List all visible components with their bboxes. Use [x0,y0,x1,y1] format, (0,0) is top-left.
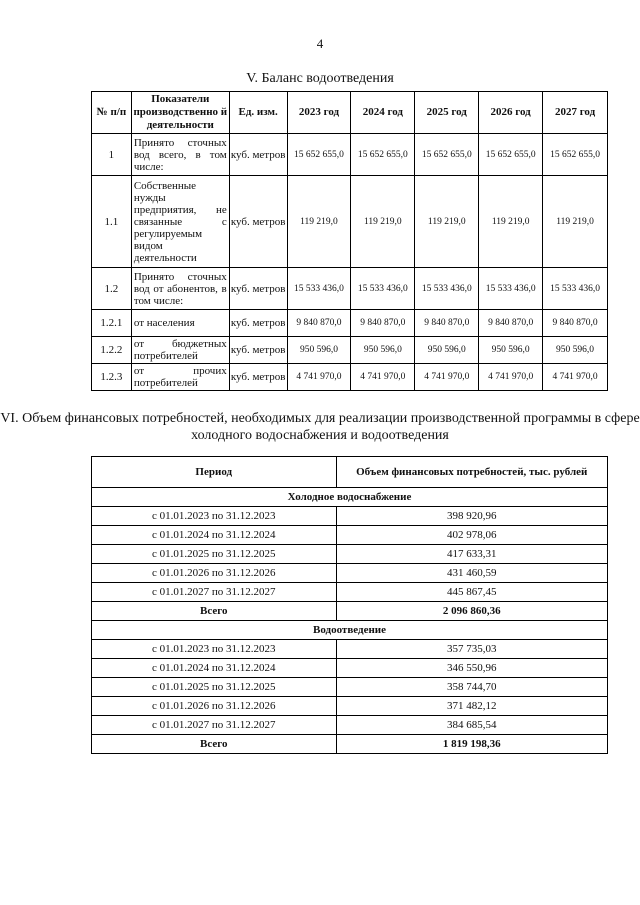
row-label: Принято сточных вод от абонентов, в том числе: [131,268,229,310]
row-number: 1.2.3 [92,364,132,391]
table-row [92,176,608,268]
total-label: Всего [92,602,337,621]
header-cell: Показатели производственно й деятельности [131,92,229,134]
value-cell: 15 652 655,0 [479,134,543,176]
period-cell: с 01.01.2023 по 31.12.2023 [92,640,337,659]
table-row [92,678,608,697]
value-cell: 15 652 655,0 [543,134,608,176]
value-cell: 950 596,0 [479,337,543,364]
row-unit: куб. метров [229,364,287,391]
row-number: 1.2 [92,268,132,310]
row-label: от прочих потребителей [131,364,229,391]
value-cell: 15 652 655,0 [415,134,479,176]
total-row [92,602,608,621]
period-cell: с 01.01.2027 по 31.12.2027 [92,716,337,735]
header-cell: Ед. изм. [229,92,287,134]
table-row [92,659,608,678]
header-cell: Объем финансовых потребностей, тыс. рублей [336,457,608,488]
header-cell: 2026 год [479,92,543,134]
period-cell: с 01.01.2026 по 31.12.2026 [92,697,337,716]
value-cell: 9 840 870,0 [415,310,479,337]
value-cell: 119 219,0 [287,176,351,268]
financial-needs-table [91,456,608,754]
value-cell: 384 685,54 [336,716,608,735]
row-number: 1.2.1 [92,310,132,337]
value-cell: 15 652 655,0 [287,134,351,176]
value-cell: 445 867,45 [336,583,608,602]
value-cell: 9 840 870,0 [351,310,415,337]
value-cell: 119 219,0 [543,176,608,268]
table-row [92,716,608,735]
header-cell: 2027 год [543,92,608,134]
row-unit: куб. метров [229,337,287,364]
value-cell: 950 596,0 [287,337,351,364]
table-row [92,310,608,337]
period-cell: с 01.01.2025 по 31.12.2025 [92,545,337,564]
total-value: 2 096 860,36 [336,602,608,621]
total-row [92,735,608,754]
period-cell: с 01.01.2026 по 31.12.2026 [92,564,337,583]
table-row [92,640,608,659]
period-cell: с 01.01.2024 по 31.12.2024 [92,526,337,545]
value-cell: 15 533 436,0 [287,268,351,310]
table-row [92,337,608,364]
table-row [92,268,608,310]
value-cell: 371 482,12 [336,697,608,716]
section-6-title: VI. Объем финансовых потребностей, необходимых для реализации производственной программы в сфере холодного водоснабжения и водоотведения [0,411,640,443]
value-cell: 15 533 436,0 [351,268,415,310]
value-cell: 15 533 436,0 [479,268,543,310]
finance-header-row [92,457,608,488]
value-cell: 119 219,0 [479,176,543,268]
value-cell: 15 533 436,0 [415,268,479,310]
row-number: 1 [92,134,132,176]
group-title: Водоотведение [92,621,608,640]
value-cell: 402 978,06 [336,526,608,545]
page-number: 4 [316,36,324,51]
total-value: 1 819 198,36 [336,735,608,754]
period-cell: с 01.01.2025 по 31.12.2025 [92,678,337,697]
balance-header-row [92,92,608,134]
value-cell: 119 219,0 [351,176,415,268]
group-title: Холодное водоснабжение [92,488,608,507]
section-5-title: V. Баланс водоотведения [246,71,394,86]
row-label: Собственные нужды предприятия, не связанные с регулируемым видом деятельности [131,176,229,268]
value-cell: 4 741 970,0 [415,364,479,391]
value-cell: 119 219,0 [415,176,479,268]
group-row [92,488,608,507]
value-cell: 431 460,59 [336,564,608,583]
value-cell: 4 741 970,0 [351,364,415,391]
value-cell: 346 550,96 [336,659,608,678]
value-cell: 398 920,96 [336,507,608,526]
value-cell: 15 533 436,0 [543,268,608,310]
table-row [92,583,608,602]
wastewater-balance-table [91,91,608,391]
period-cell: с 01.01.2023 по 31.12.2023 [92,507,337,526]
value-cell: 4 741 970,0 [479,364,543,391]
header-cell: Период [92,457,337,488]
value-cell: 15 652 655,0 [351,134,415,176]
period-cell: с 01.01.2027 по 31.12.2027 [92,583,337,602]
row-label: от бюджетных потребителей [131,337,229,364]
header-cell: № п/п [92,92,132,134]
table-row [92,134,608,176]
value-cell: 950 596,0 [415,337,479,364]
value-cell: 358 744,70 [336,678,608,697]
row-label: от населения [131,310,229,337]
group-row [92,621,608,640]
value-cell: 4 741 970,0 [287,364,351,391]
header-cell: 2023 год [287,92,351,134]
table-row [92,564,608,583]
header-cell: 2024 год [351,92,415,134]
value-cell: 950 596,0 [543,337,608,364]
value-cell: 357 735,03 [336,640,608,659]
row-unit: куб. метров [229,310,287,337]
value-cell: 9 840 870,0 [543,310,608,337]
table-row [92,545,608,564]
row-unit: куб. метров [229,134,287,176]
table-row [92,507,608,526]
value-cell: 9 840 870,0 [287,310,351,337]
row-number: 1.2.2 [92,337,132,364]
table-row [92,364,608,391]
table-row [92,526,608,545]
table-row [92,697,608,716]
value-cell: 950 596,0 [351,337,415,364]
period-cell: с 01.01.2024 по 31.12.2024 [92,659,337,678]
total-label: Всего [92,735,337,754]
row-unit: куб. метров [229,176,287,268]
header-cell: 2025 год [415,92,479,134]
value-cell: 417 633,31 [336,545,608,564]
row-number: 1.1 [92,176,132,268]
row-unit: куб. метров [229,268,287,310]
row-label: Принято сточных вод всего, в том числе: [131,134,229,176]
value-cell: 9 840 870,0 [479,310,543,337]
value-cell: 4 741 970,0 [543,364,608,391]
